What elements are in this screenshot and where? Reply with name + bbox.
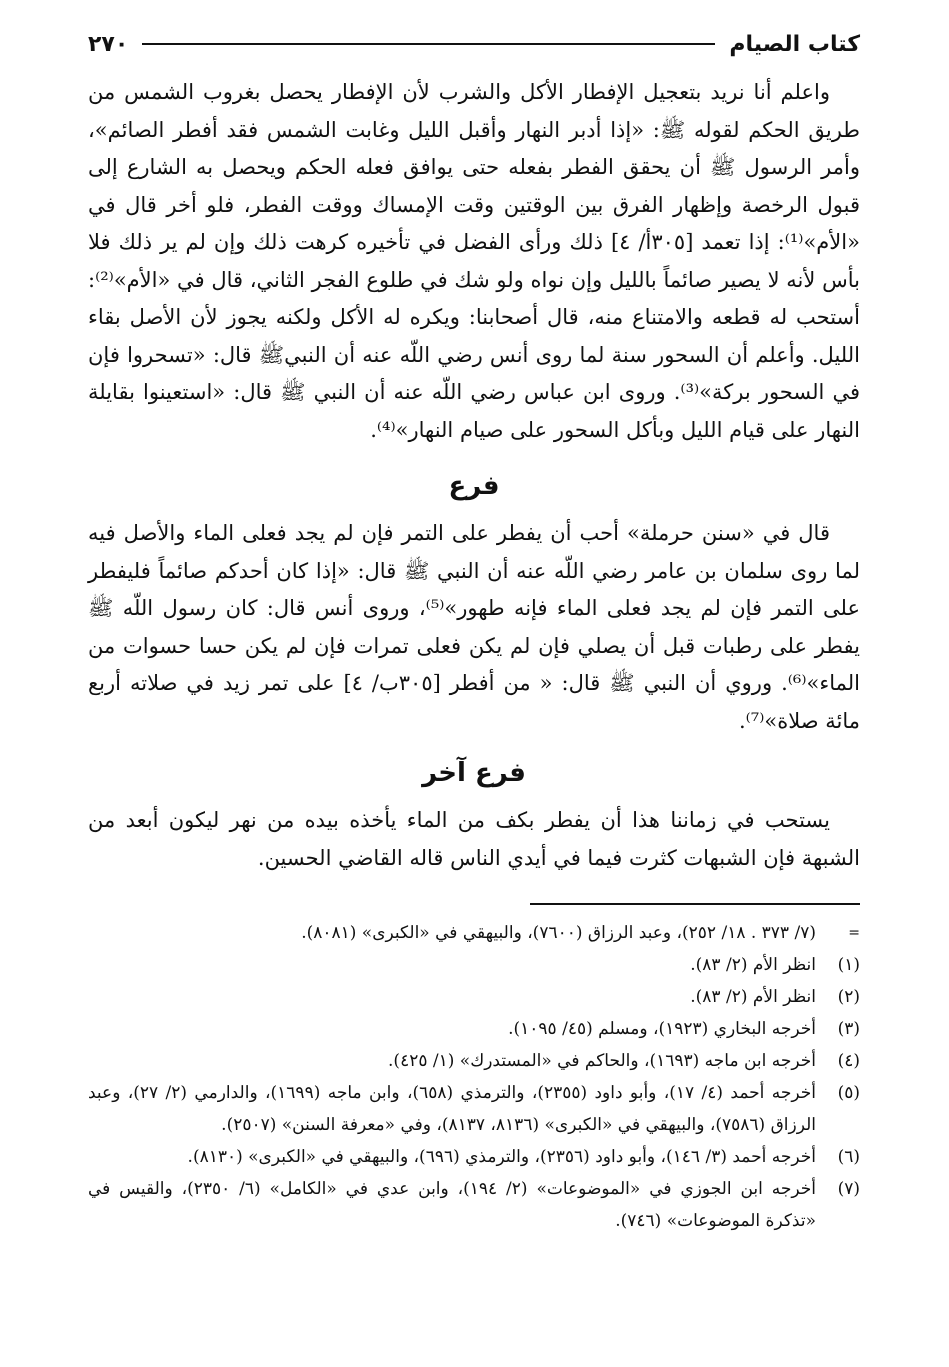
footnote-5: [88, 1077, 860, 1141]
footnotes: [88, 917, 860, 1237]
footnote-4: [88, 1045, 860, 1077]
footnote-text: أخرجه البخاري (١٩٢٣)، ومسلم (٤٥/ ١٠٩٥).: [508, 1018, 816, 1039]
footnote-number: (٤): [837, 1050, 860, 1071]
footnote-number: (٣): [837, 1018, 860, 1039]
footnote-text: (٧/ ٣٧٣ . ١٨/ ٢٥٢)، وعبد الرزاق (٧٦٠٠)، والبيهقي في «الكبرى» (٨٠٨١).: [301, 922, 816, 943]
header-rule: [142, 43, 715, 45]
footnote-3: [88, 1013, 860, 1045]
footnote-number: (٧): [837, 1178, 860, 1199]
section-heading-far: فرع: [448, 471, 500, 501]
book-page: [88, 24, 860, 1344]
running-header: [88, 24, 860, 64]
continuation-mark: =: [848, 924, 860, 941]
footnote-number: (٢): [837, 986, 860, 1007]
footnote-number: (١): [837, 954, 860, 975]
footnote-6: [88, 1141, 860, 1173]
book-title: كتاب الصيام: [729, 31, 860, 57]
section-heading-far-akhar: فرع آخر: [422, 758, 526, 788]
footnote-7: [88, 1173, 860, 1237]
footnote-continuation: [88, 917, 860, 949]
footnote-text: أخرجه ابن ماجه (١٦٩٣)، والحاكم في «المستدرك» (١/ ٤٢٥).: [388, 1050, 816, 1071]
footnote-2: [88, 981, 860, 1013]
paragraph-2: قال في «سنن حرملة» أحب أن يفطر على التمر فإن لم يجد فعلى الماء والأصل فيه لما روى سلمان بن عامر رضي اللّه عنه أن النبي ﷺ قال: «إذا كان أحدكم صائماً فليفطر على التمر فإن لم يجد فعلى الماء فإنه طهور»⁽⁵⁾، وروى أنس قال: كان رسول اللّه ﷺ يفطر على رطبات قبل أن يصلي فإن لم يكن فعلى تمرات فإن لم يكن حسا حسوات من الماء»⁽⁶⁾. وروي أن النبي ﷺ قال: « من أفطر [٣٠٥ب/ ٤] على تمر زيد في صلاته أربع مائة صلاة»⁽⁷⁾.: [88, 521, 861, 733]
footnote-separator: [530, 903, 860, 905]
footnote-text: أخرجه أحمد (٤/ ١٧)، وأبو داود (٢٣٥٥)، والترمذي (٦٥٨)، وابن ماجه (١٦٩٩)، والدارمي (٢/ ٢٧)، وعبد الرزاق (٧٥٨٦)، والبيهقي في «الكبرى» (٨١٣٦، ٨١٣٧)، وفي «معرفة السنن» (٢٥٠٧).: [88, 1082, 816, 1135]
footnote-number: (٦): [837, 1146, 860, 1167]
page-number: ٢٧٠: [88, 31, 129, 57]
paragraph-1: واعلم أنا نريد بتعجيل الإفطار الأكل والشرب لأن الإفطار يحصل بغروب الشمس من طريق الحكم لقوله ﷺ: «إذا أدبر النهار وأقبل الليل وغابت الشمس فقد أفطر الصائم»، وأمر الرسول ﷺ أن يحقق الفطر بفعله حتى يوافق فعله الحكم ويحصل به الشارع إلى قبول الرخصة وإظهار الفرق بين الوقتين وقت الإمساك ووقت الفطر، فلو أخر قال في «الأم»⁽¹⁾: إذا تعمد [٣٠٥أ/ ٤] ذلك ورأى الفضل في تأخيره كرهت ذلك وإن لم ير ذلك فلا بأس لأنه لا يصير صائماً بالليل وإن نواه ولو شك في طلوع الفجر الثاني، قال في «الأم»⁽²⁾: أستحب له قطعه والامتناع منه، قال أصحابنا: ويكره له الأكل ولكنه يجوز لأن الأصل بقاء الليل. وأعلم أن السحور سنة لما روى أنس رضي اللّه عنه أن النبيﷺ قال: «تسحروا فإن في السحور بركة»⁽³⁾. وروى ابن عباس رضي اللّه عنه أن النبي ﷺ قال: «استعينوا بقايلة النهار على قيام الليل وبأكل السحور على صيام النهار»⁽⁴⁾.: [88, 80, 860, 442]
footnote-text: أخرجه أحمد (٣/ ١٤٦)، وأبو داود (٢٣٥٦)، والترمذي (٦٩٦)، والبيهقي في «الكبرى» (٨١٣٠).: [187, 1146, 816, 1167]
main-text: [88, 74, 860, 877]
paragraph-3: يستحب في زماننا هذا أن يفطر بكف من الماء يأخذه بيده من نهر ليكون أبعد من الشبهة فإن الشبهات كثرت فيما في أيدي الناس قاله القاضي الحسين.: [88, 808, 860, 870]
footnote-text: أخرجه ابن الجوزي في «الموضوعات» (٢/ ١٩٤)، وابن عدي في «الكامل» (٦/ ٢٣٥٠)، والقيس في «تذكرة الموضوعات» (٧٤٦).: [88, 1178, 816, 1231]
footnote-1: [88, 949, 860, 981]
footnote-text: انظر الأم (٢/ ٨٣).: [690, 986, 816, 1007]
footnote-number: (٥): [837, 1082, 860, 1103]
footnote-text: انظر الأم (٢/ ٨٣).: [690, 954, 816, 975]
